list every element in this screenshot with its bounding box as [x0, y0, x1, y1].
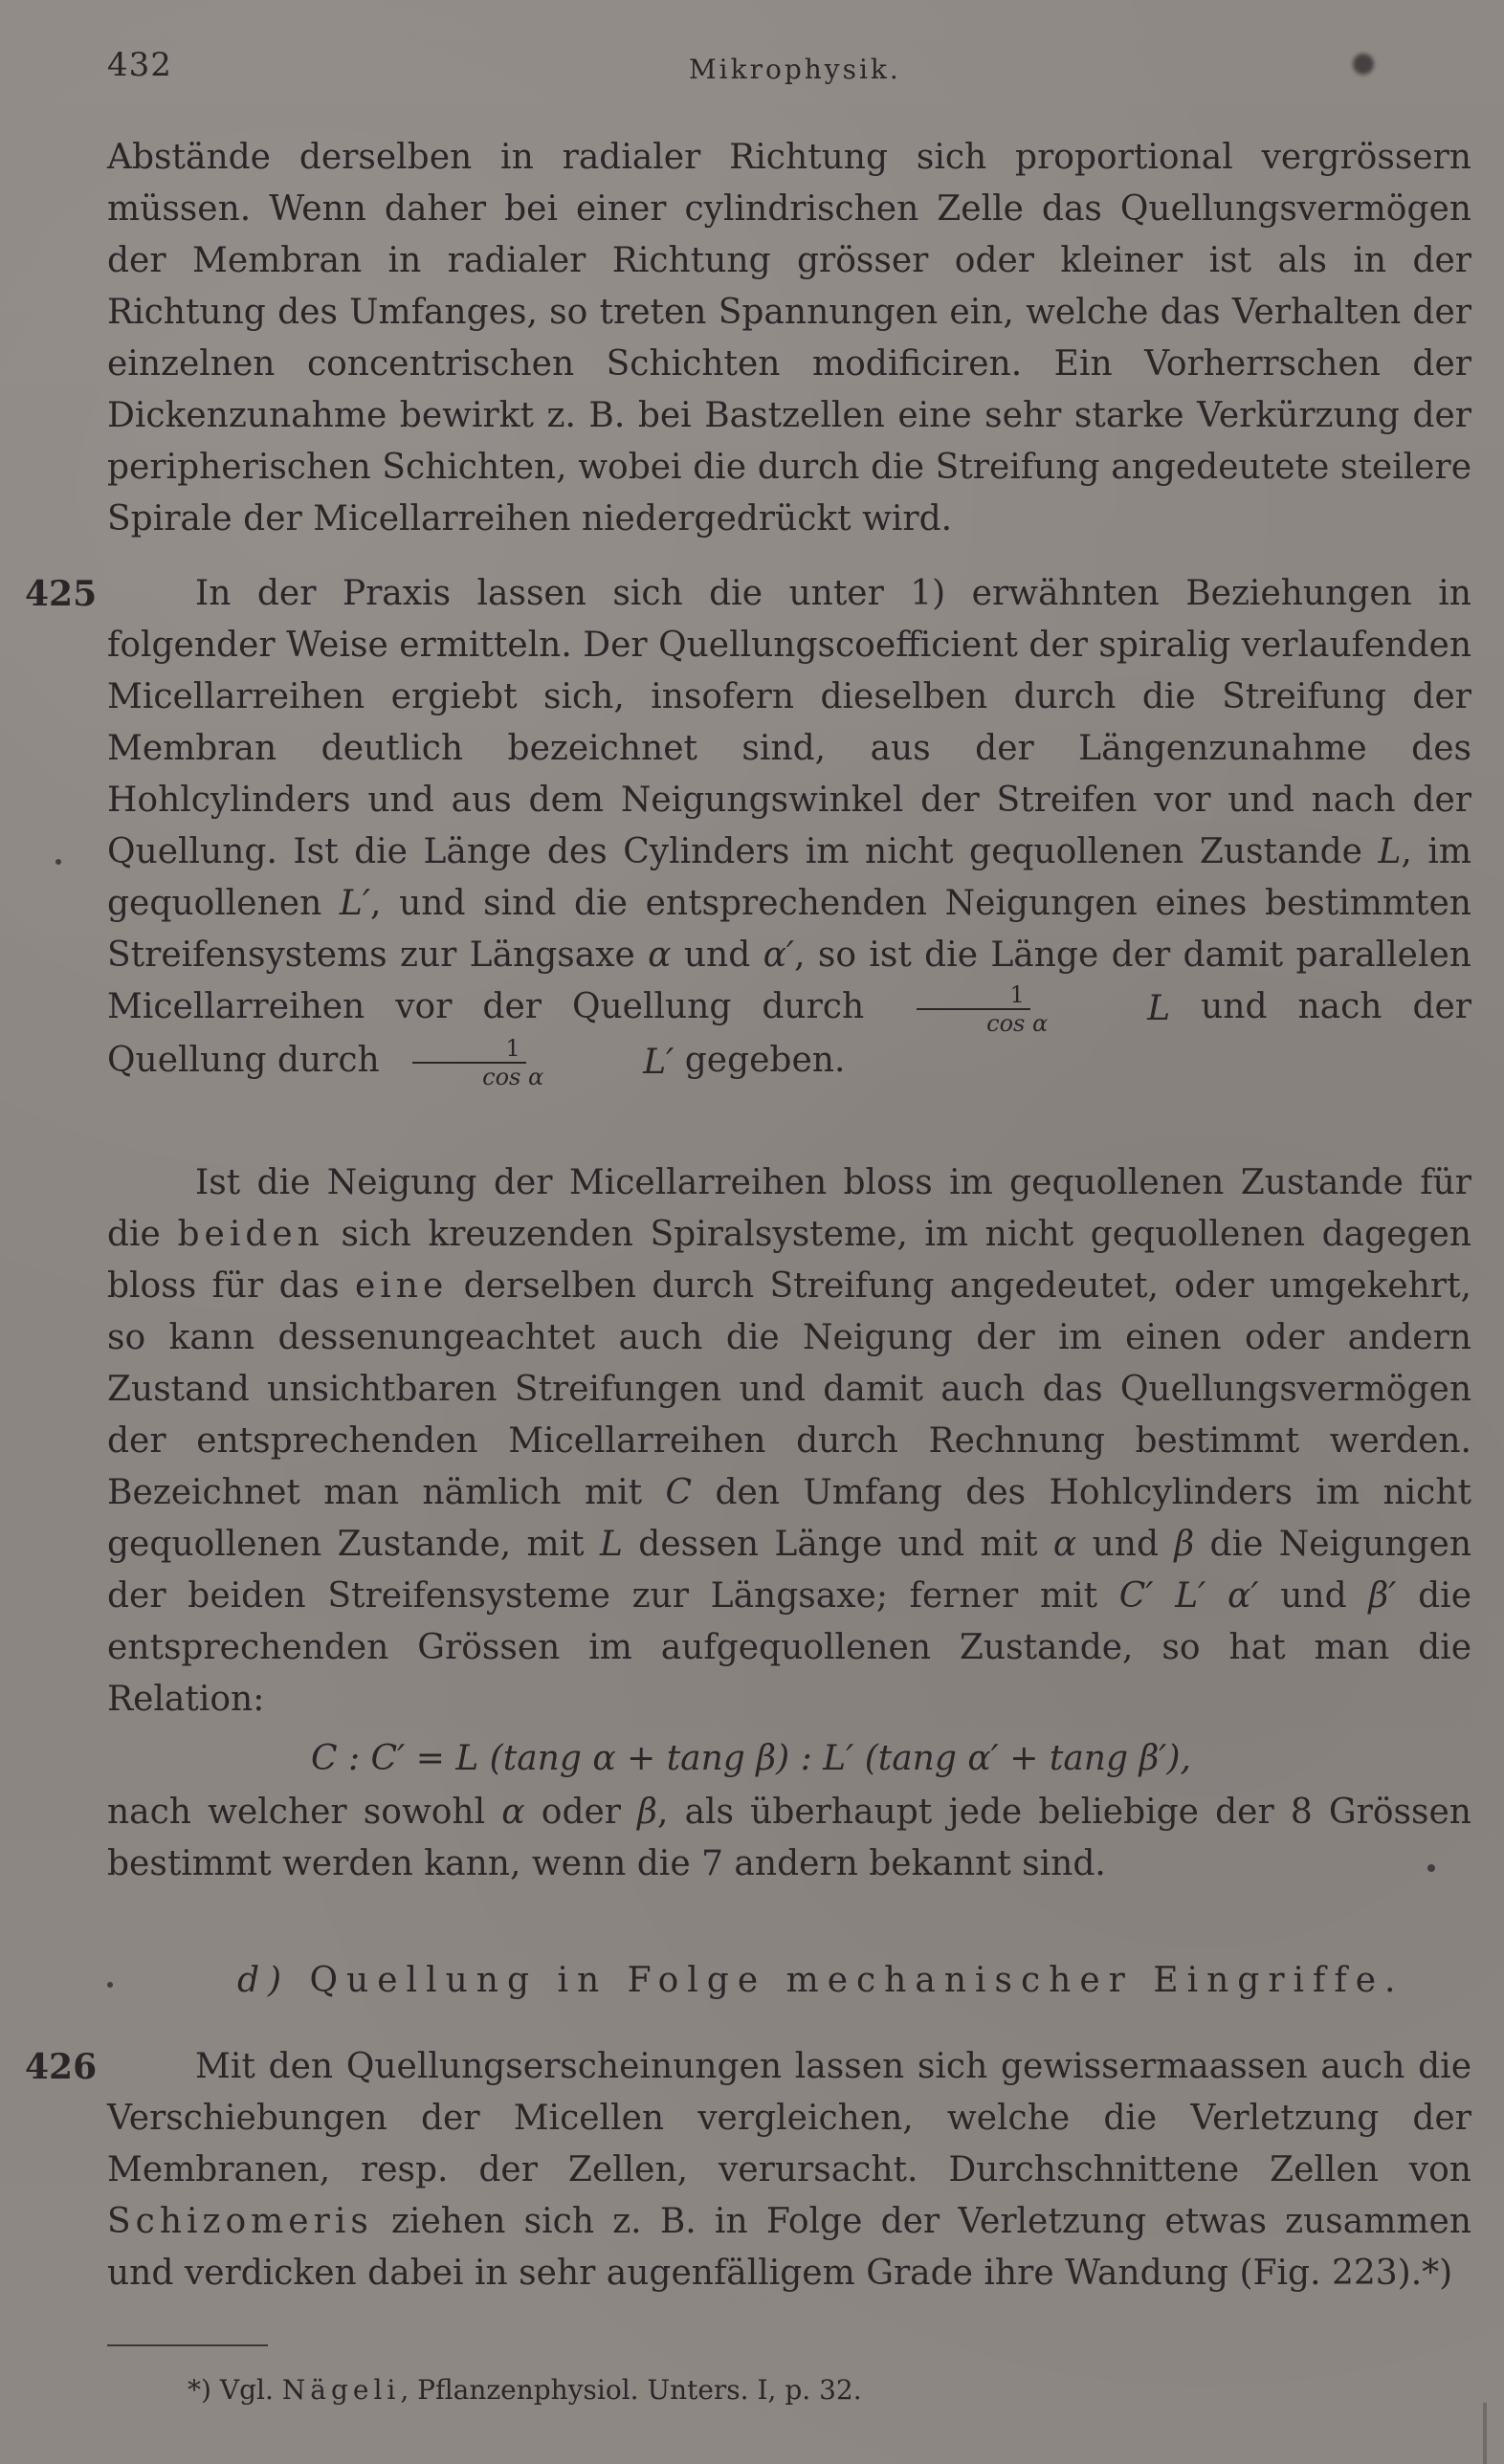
paragraph-426-start: Mit den Quellungserscheinungen lassen sich gewissermaassen auch die Verschiebungen der Micellen vergleichen, welche die Verletzung der Membranen, resp. der Zellen, verursacht. Durchschnittene Zellen von — [107, 2047, 1471, 2189]
paragraph-426 — [107, 2041, 1471, 2299]
paragraph-2-start: Ist die Neigung der Micellarreihen bloss im gequollenen Zustande für die — [107, 1163, 1471, 1254]
relation-equation: C : C′ = L (tang α + tang β) : L′ (tang α′ + tang β′), — [311, 1739, 1191, 1778]
fraction-one-over-cos-alpha — [898, 983, 1048, 1035]
given-text: gegeben. — [684, 1041, 846, 1080]
length-variable-l: L — [1378, 832, 1402, 871]
length-variable-l-prime: L′ — [339, 884, 371, 923]
paragraph-2-mid-1: sich kreuzenden Spiralsysteme, im nicht gequollenen dagegen bloss für das — [107, 1215, 1471, 1306]
formula-l-variable: L — [1147, 989, 1171, 1028]
beta-variable: β — [1174, 1525, 1195, 1564]
paragraph-2 — [107, 1157, 1471, 1726]
length-text: , so ist die Länge der damit parallelen Micellarreihen vor der Quellung durch — [107, 935, 1471, 1026]
paragraph-425 — [107, 568, 1471, 1089]
after-l-text: dessen Länge und mit — [638, 1525, 1038, 1564]
and-text-2: und — [1092, 1525, 1159, 1564]
alpha-variable-3: α — [501, 1793, 525, 1832]
formula-before-swelling — [895, 983, 1170, 1035]
beta-prime-variable: β′ — [1368, 1576, 1397, 1616]
paragraph-3 — [107, 1787, 1471, 1890]
marginal-number-426: 426 — [25, 2047, 98, 2087]
top-paragraph: Abstände derselben in radialer Richtung sich proportional vergrössern müssen. Wenn daher bei einer cylindrischen Zelle das Quellungsvermögen der Membran in radialer Richtung grösser oder kleiner ist als in der Richtung des Umfanges, so treten Spannungen ein, welche das Verhalten der einzelnen concentrischen Schichten modificiren. Ein Vorherrschen der Dickenzunahme bewirkt z. B. bei Bastzellen eine sehr starke Verkürzung der peripherischen Schichten, wobei die durch die Streifung angedeutete steilere Spirale der Micellarreihen niedergedrückt wird. — [107, 138, 1471, 539]
paragraph-425-main-text: In der Praxis lassen sich die unter 1) erwähnten Beziehungen in folgender Weise ermitteln. Der Quellungscoefficient der spiralig verlaufenden Micellarreihen ergiebt sich, insofern dieselben durch die Streifung der Membran deutlich bezeichnet sind, aus der Längenzunahme des Hohlcylinders und aus dem Neigungswinkel der Streifen vor und nach der Quellung. Ist die Länge des Cylinders im nicht gequollenen Zustande — [107, 574, 1471, 871]
fraction-denominator-second: cos α — [482, 1064, 544, 1090]
ink-spot — [1353, 54, 1374, 75]
alpha-variable-2: α — [1052, 1525, 1077, 1564]
angles-text: , und sind die entsprechenden Neigungen eines bestimmten Streifensystems zur Längsaxe — [107, 884, 1471, 975]
page-number: 432 — [107, 46, 172, 84]
section-heading — [237, 1955, 1404, 2007]
fraction-numerator-second: 1 — [412, 1037, 526, 1064]
prime-variables: C′ L′ α′ — [1118, 1576, 1259, 1616]
formula-l-prime-variable: L′ — [643, 1043, 675, 1082]
footnote-author-name: Nägeli — [281, 2374, 401, 2406]
after-beta-text: die Neigungen der beiden Streifensysteme zur Längsaxe; ferner mit — [107, 1525, 1472, 1616]
marginal-number-425: 425 — [25, 574, 98, 614]
footnote — [188, 2371, 862, 2409]
small-margin-dot — [1427, 1864, 1435, 1872]
scan-streak — [1483, 2403, 1487, 2464]
after-c-text: den Umfang des Hohlcylinders im nicht gequollenen Zustande, mit — [107, 1473, 1471, 1564]
paragraph-426-end: ziehen sich z. B. in Folge der Verletzung etwas zusammen und verdicken dabei in sehr augenfälligem Grade ihre Wandung (Fig. 223).*) — [107, 2202, 1471, 2293]
circumference-variable: C — [665, 1473, 693, 1512]
fraction-one-over-cos-alpha-second — [394, 1037, 543, 1089]
page-header — [107, 46, 1447, 94]
and-text-3: und — [1280, 1576, 1347, 1616]
and-text: und — [683, 935, 751, 975]
alpha-variable: α — [648, 935, 672, 975]
swollen-text: , im gequollenen — [107, 832, 1471, 923]
footnote-prefix: Vgl. — [219, 2374, 274, 2406]
left-margin-dot — [107, 1982, 113, 1988]
fraction-denominator: cos α — [986, 1010, 1049, 1037]
spaced-word-eine: eine — [354, 1266, 449, 1306]
beta-variable-3: β — [637, 1793, 657, 1832]
paragraph-2-end: die entsprechenden Grössen im aufgequollenen Zustande, so hat man die Relation: — [107, 1576, 1472, 1719]
footnote-reference: , Pflanzenphysiol. Unters. I, p. 32. — [400, 2374, 862, 2406]
or-text: oder — [541, 1793, 621, 1832]
fraction-numerator: 1 — [917, 983, 1030, 1010]
after-fraction-text: und nach der Quellung durch — [107, 987, 1471, 1080]
paragraph-2-mid-2: derselben durch Streifung angedeutet, oder umgekehrt, so kann dessenungeachtet auch die Neigung der im einen oder andern Zustand unsichtbaren Streifungen und damit auch das Quellungsvermögen der entsprechenden Micellarreihen durch Rechnung bestimmt werden. Bezeichnet man nämlich mit — [107, 1266, 1471, 1512]
section-label: d) — [237, 1961, 291, 2000]
alpha-prime-variable: α′ — [763, 935, 795, 975]
spaced-word-beiden: beiden — [177, 1215, 324, 1254]
paragraph-3-end: , als überhaupt jede beliebige der 8 Grössen bestimmt werden kann, wenn die 7 andern bekannt sind. — [107, 1793, 1471, 1883]
footnote-rule — [107, 2344, 268, 2346]
running-head: Mikrophysik. — [689, 54, 901, 85]
length-variable: L — [600, 1525, 623, 1564]
footnote-marker: *) — [188, 2374, 211, 2406]
schizomeris-name: Schizomeris — [107, 2202, 373, 2241]
paragraph-3-start: nach welcher sowohl — [107, 1793, 486, 1832]
section-title: Quellung in Folge mechanischer Eingriffe. — [309, 1961, 1404, 2000]
formula-after-swelling — [390, 1037, 674, 1089]
margin-mark — [55, 859, 61, 865]
